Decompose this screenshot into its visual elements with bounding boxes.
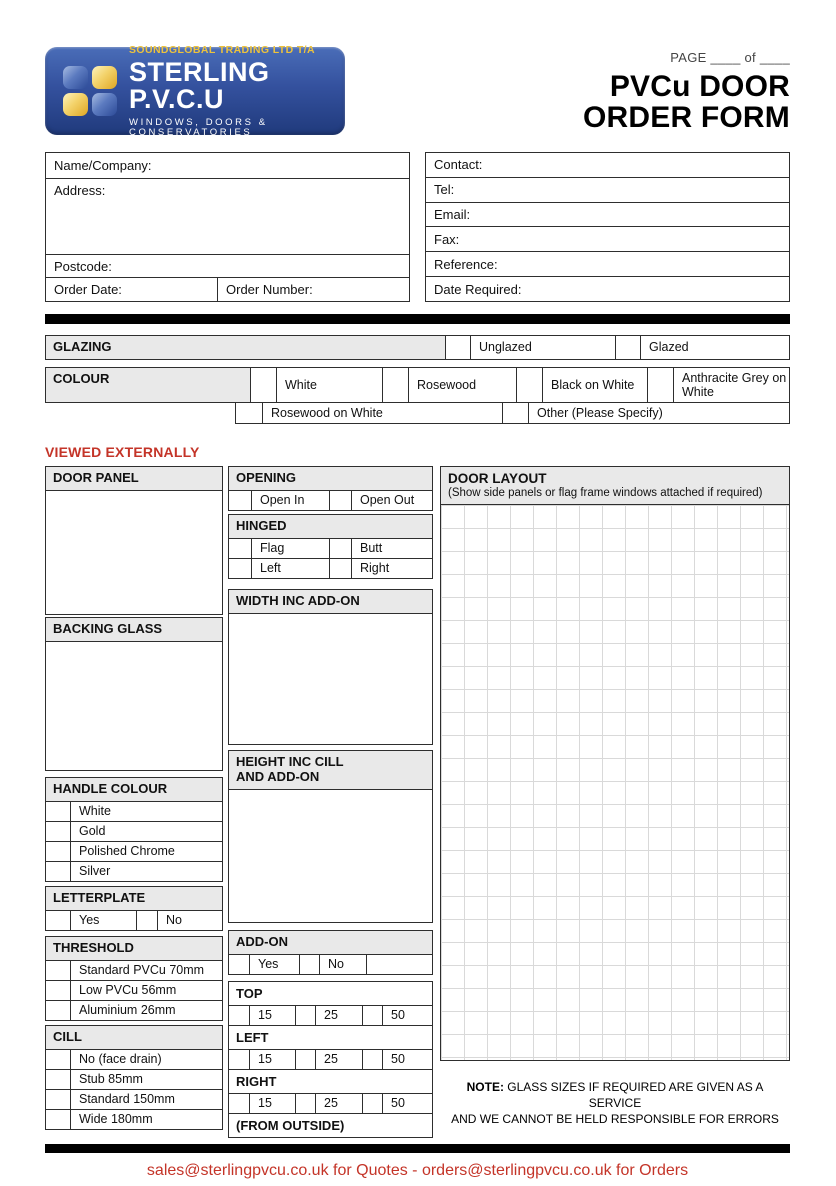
handle-white-checkbox[interactable] <box>46 802 70 821</box>
customer-right-table <box>425 152 790 302</box>
right-25-checkbox[interactable] <box>295 1094 315 1113</box>
top-50-checkbox[interactable] <box>362 1006 382 1025</box>
window-pane-icon <box>92 93 117 116</box>
customer-details <box>45 152 790 302</box>
opening-header: OPENING <box>229 467 432 490</box>
handle-gold-label: Gold <box>70 822 222 841</box>
right-15-label: 15 <box>249 1094 295 1113</box>
letterplate-no-label: No <box>157 911 222 930</box>
left-25-checkbox[interactable] <box>295 1050 315 1069</box>
right-50-checkbox[interactable] <box>362 1094 382 1113</box>
right-25-label: 25 <box>315 1094 362 1113</box>
opening-in-checkbox[interactable] <box>229 491 251 510</box>
threshold-header: THRESHOLD <box>46 937 222 960</box>
colour-anthracite-label: Anthracite Grey on White <box>673 368 789 402</box>
door-layout-section <box>440 466 790 1061</box>
letterplate-header: LETTERPLATE <box>46 887 222 910</box>
hinged-butt-checkbox[interactable] <box>329 539 351 558</box>
colour-rosewood-on-white-checkbox[interactable] <box>236 403 262 423</box>
hinged-header: HINGED <box>229 515 432 538</box>
left-25-label: 25 <box>315 1050 362 1069</box>
left-15-checkbox[interactable] <box>229 1050 249 1069</box>
width-header: WIDTH INC ADD-ON <box>229 590 432 613</box>
height-header-line2: AND ADD-ON <box>236 768 320 784</box>
colour-header: COLOUR <box>46 368 250 402</box>
addon-right-header: RIGHT <box>229 1069 432 1093</box>
handle-white-label: White <box>70 802 222 821</box>
glazing-section <box>45 335 790 360</box>
width-input-box[interactable] <box>229 613 432 744</box>
name-company-label: Name/Company: <box>54 158 152 173</box>
colour-row-2 <box>235 403 790 424</box>
glazing-glazed-label: Glazed <box>640 336 789 359</box>
addon-left-header: LEFT <box>229 1025 432 1049</box>
letterplate-yes-checkbox[interactable] <box>46 911 70 930</box>
threshold-section <box>45 936 223 1021</box>
glazing-unglazed-label: Unglazed <box>470 336 615 359</box>
left-15-label: 15 <box>249 1050 295 1069</box>
cill-wide-checkbox[interactable] <box>46 1110 70 1129</box>
height-header <box>229 751 432 789</box>
addon-sizes-section <box>228 981 433 1138</box>
date-required-label: Date Required: <box>434 281 522 297</box>
handle-colour-section <box>45 777 223 882</box>
letterplate-yes-label: Yes <box>70 911 136 930</box>
hinged-butt-label: Butt <box>351 539 432 558</box>
door-layout-grid[interactable] <box>441 505 789 1060</box>
order-number-field[interactable] <box>217 278 409 301</box>
logo-subtitle: WINDOWS, DOORS & CONSERVATORIES <box>129 117 268 138</box>
cill-no-face-drain-checkbox[interactable] <box>46 1050 70 1069</box>
addon-section <box>228 930 433 975</box>
addon-top-header: TOP <box>229 982 432 1005</box>
middle-column <box>228 466 433 1138</box>
door-layout-title: DOOR LAYOUT <box>448 470 547 486</box>
colour-rosewood-checkbox[interactable] <box>382 368 408 402</box>
cill-header: CILL <box>46 1026 222 1049</box>
order-date-field[interactable] <box>46 278 217 301</box>
title-block <box>583 47 790 133</box>
hinged-section <box>228 514 433 579</box>
address-label: Address: <box>54 183 106 198</box>
colour-other-label: Other (Please Specify) <box>528 403 789 423</box>
name-company-field[interactable] <box>46 153 409 178</box>
top-15-checkbox[interactable] <box>229 1006 249 1025</box>
tel-label: Tel: <box>434 182 455 198</box>
door-layout-header <box>441 467 789 505</box>
backing-glass-section <box>45 617 223 771</box>
fax-label: Fax: <box>434 231 460 247</box>
reference-field[interactable] <box>426 251 789 276</box>
opening-out-label: Open Out <box>351 491 432 510</box>
viewed-externally-label: VIEWED EXTERNALLY <box>45 443 200 460</box>
postcode-label: Postcode: <box>54 258 112 274</box>
colour-anthracite-checkbox[interactable] <box>647 368 673 402</box>
note-text <box>440 1079 790 1128</box>
letterplate-no-checkbox[interactable] <box>136 911 157 930</box>
window-pane-icon <box>92 66 117 89</box>
order-row <box>46 277 409 301</box>
letterplate-section <box>45 886 223 931</box>
order-number-label: Order Number: <box>226 282 313 297</box>
colour-row-1 <box>45 367 790 403</box>
contact-field[interactable] <box>426 153 789 177</box>
top-15-label: 15 <box>249 1006 295 1025</box>
right-15-checkbox[interactable] <box>229 1094 249 1113</box>
customer-left-table <box>45 152 410 302</box>
cill-stub-label: Stub 85mm <box>70 1070 222 1089</box>
window-pane-icon <box>63 66 88 89</box>
addon-header: ADD-ON <box>229 931 432 954</box>
top-50-label: 50 <box>382 1006 432 1025</box>
cill-standard-checkbox[interactable] <box>46 1090 70 1109</box>
opening-section <box>228 466 433 511</box>
addon-no-label: No <box>319 955 366 974</box>
email-label: Email: <box>434 207 471 223</box>
addon-extra-cell <box>366 955 432 974</box>
cill-no-face-drain-label: No (face drain) <box>70 1050 222 1069</box>
addon-yes-label: Yes <box>249 955 299 974</box>
height-header-line1: HEIGHT INC CILL <box>236 753 344 769</box>
threshold-aluminium-label: Aluminium 26mm <box>70 1001 222 1020</box>
top-25-label: 25 <box>315 1006 362 1025</box>
hinged-left-label: Left <box>251 559 329 578</box>
divider-bar <box>45 314 790 324</box>
door-panel-header: DOOR PANEL <box>46 467 222 490</box>
date-required-field[interactable] <box>426 276 789 301</box>
handle-gold-checkbox[interactable] <box>46 822 70 841</box>
right-50-label: 50 <box>382 1094 432 1113</box>
cill-section <box>45 1025 223 1130</box>
order-date-label: Order Date: <box>54 282 122 297</box>
page-number-field[interactable]: PAGE ____ of ____ <box>670 50 790 65</box>
left-50-label: 50 <box>382 1050 432 1069</box>
handle-polished-chrome-checkbox[interactable] <box>46 842 70 861</box>
right-column <box>440 466 790 1128</box>
left-50-checkbox[interactable] <box>362 1050 382 1069</box>
colour-rosewood-label: Rosewood <box>408 368 516 402</box>
logo-text <box>129 45 345 138</box>
reference-label: Reference: <box>434 256 498 272</box>
door-layout-subtitle: (Show side panels or flag frame windows attached if required) <box>448 486 763 499</box>
backing-glass-header: BACKING GLASS <box>46 618 222 641</box>
door-panel-section <box>45 466 223 615</box>
note-line1: GLASS SIZES IF REQUIRED ARE GIVEN AS A SERVICE <box>507 1079 764 1111</box>
cill-stub-checkbox[interactable] <box>46 1070 70 1089</box>
handle-polished-chrome-label: Polished Chrome <box>70 842 222 861</box>
window-icon <box>63 66 117 116</box>
footer-contact: sales@sterlingpvcu.co.uk for Quotes - orders@sterlingpvcu.co.uk for Orders <box>146 1161 689 1179</box>
handle-silver-checkbox[interactable] <box>46 862 70 881</box>
fax-field[interactable] <box>426 226 789 251</box>
hinged-right-label: Right <box>351 559 432 578</box>
backing-glass-input-box[interactable] <box>46 641 222 770</box>
threshold-standard-checkbox[interactable] <box>46 961 70 980</box>
note-line2: AND WE CANNOT BE HELD RESPONSIBLE FOR ERRORS <box>451 1112 779 1127</box>
contact-label: Contact: <box>434 157 483 173</box>
threshold-aluminium-checkbox[interactable] <box>46 1001 70 1020</box>
hinged-flag-label: Flag <box>251 539 329 558</box>
left-column <box>45 466 223 1130</box>
form-title-line1: PVCu DOOR <box>609 70 790 103</box>
hinged-left-checkbox[interactable] <box>229 559 251 578</box>
handle-silver-label: Silver <box>70 862 222 881</box>
tel-field[interactable] <box>426 177 789 202</box>
addon-yes-checkbox[interactable] <box>229 955 249 974</box>
hinged-right-checkbox[interactable] <box>329 559 351 578</box>
divider-bar-bottom <box>45 1144 790 1153</box>
email-field[interactable] <box>426 202 789 227</box>
glazing-header: GLAZING <box>46 336 445 359</box>
height-input-box[interactable] <box>229 789 432 922</box>
glazing-glazed-checkbox[interactable] <box>615 336 640 359</box>
threshold-low-checkbox[interactable] <box>46 981 70 1000</box>
width-section <box>228 589 433 745</box>
note-label: NOTE: <box>466 1079 504 1094</box>
opening-in-label: Open In <box>251 491 329 510</box>
threshold-standard-label: Standard PVCu 70mm <box>70 961 222 980</box>
form-title-line2: ORDER FORM <box>583 101 790 134</box>
cill-wide-label: Wide 180mm <box>70 1110 222 1129</box>
handle-colour-header: HANDLE COLOUR <box>46 778 222 801</box>
options-columns <box>45 466 790 1138</box>
cill-standard-label: Standard 150mm <box>70 1090 222 1109</box>
colour-white-label: White <box>276 368 382 402</box>
postcode-field[interactable] <box>46 254 409 277</box>
top-25-checkbox[interactable] <box>295 1006 315 1025</box>
colour-black-on-white-label: Black on White <box>542 368 647 402</box>
addon-no-checkbox[interactable] <box>299 955 319 974</box>
colour-rosewood-on-white-label: Rosewood on White <box>262 403 502 423</box>
colour-other-checkbox[interactable] <box>502 403 528 423</box>
from-outside-label: (FROM OUTSIDE) <box>229 1113 432 1137</box>
logo-tagline: SOUNDGLOBAL TRADING LTD T/A <box>129 43 315 56</box>
header-bar <box>45 43 790 138</box>
colour-section <box>45 367 790 424</box>
door-panel-input-box[interactable] <box>46 490 222 614</box>
colour-white-checkbox[interactable] <box>250 368 276 402</box>
glazing-unglazed-checkbox[interactable] <box>445 336 470 359</box>
height-section <box>228 750 433 923</box>
window-pane-icon <box>63 93 88 116</box>
hinged-flag-checkbox[interactable] <box>229 539 251 558</box>
sterling-logo <box>45 43 345 138</box>
address-field[interactable] <box>46 178 409 254</box>
opening-out-checkbox[interactable] <box>329 491 351 510</box>
colour-black-on-white-checkbox[interactable] <box>516 368 542 402</box>
threshold-low-label: Low PVCu 56mm <box>70 981 222 1000</box>
logo-brand: STERLING P.V.C.U <box>129 57 270 115</box>
